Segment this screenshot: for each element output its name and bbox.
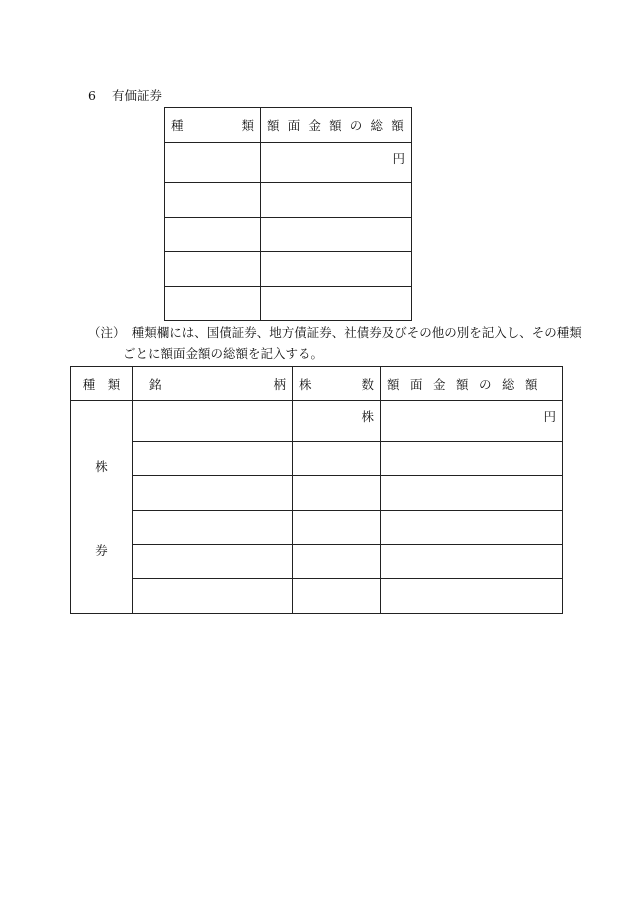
table-header-row: [71, 367, 563, 401]
amount-cell[interactable]: [381, 579, 563, 613]
kind-cell[interactable]: [165, 142, 261, 183]
table-row: [71, 510, 563, 544]
amount-cell[interactable]: [261, 286, 412, 321]
yen-unit: 円: [392, 150, 405, 166]
amount-header: 額面金額の総額: [261, 108, 412, 143]
section-heading: [88, 86, 162, 104]
shares-cell[interactable]: [293, 544, 381, 578]
section-number: 6: [88, 88, 96, 103]
kind-char-bottom: 券: [95, 543, 108, 559]
amount-cell[interactable]: [381, 544, 563, 578]
note: [88, 322, 582, 364]
stocks-table: [70, 366, 563, 614]
note-line-1: （注） 種類欄には、国債証券、地方債証券、社債券及びその他の別を記入し、その種類: [88, 325, 582, 340]
amount-cell[interactable]: [381, 441, 563, 475]
shares-cell[interactable]: [293, 579, 381, 613]
section-title: 有価証券: [111, 88, 162, 103]
securities-table: [164, 107, 412, 321]
name-cell[interactable]: [133, 544, 293, 578]
name-cell[interactable]: [133, 510, 293, 544]
amount-cell[interactable]: [261, 217, 412, 252]
amount-cell[interactable]: [381, 401, 563, 441]
note-line-2: ごとに額面金額の総額を記入する。: [123, 346, 324, 361]
table-row: [71, 401, 563, 441]
kind-header: 種 類: [71, 367, 133, 401]
name-cell[interactable]: [133, 401, 293, 441]
shares-cell[interactable]: [293, 401, 381, 441]
amount-cell[interactable]: [261, 142, 412, 183]
table-row: [71, 476, 563, 510]
kind-cell[interactable]: [165, 183, 261, 218]
yen-unit: 円: [543, 409, 556, 425]
amount-header: 額面金額の総額: [381, 367, 563, 401]
table-row: [165, 183, 412, 218]
amount-cell[interactable]: [381, 510, 563, 544]
kind-cell[interactable]: [165, 286, 261, 321]
name-cell[interactable]: [133, 476, 293, 510]
shares-cell[interactable]: [293, 441, 381, 475]
name-cell[interactable]: [133, 579, 293, 613]
amount-cell[interactable]: [381, 476, 563, 510]
table-row: [165, 286, 412, 321]
kind-cell[interactable]: [165, 252, 261, 287]
table-row: [165, 252, 412, 287]
kind-char-top: 株: [95, 459, 108, 475]
table-row: [71, 579, 563, 613]
name-header: 銘 柄: [133, 367, 293, 401]
stock-kind-cell: [71, 401, 133, 613]
table-header-row: [165, 108, 412, 143]
shares-unit: 株: [361, 409, 374, 425]
kind-header: 種 類: [165, 108, 261, 143]
amount-cell[interactable]: [261, 252, 412, 287]
table-row: [165, 142, 412, 183]
kind-cell[interactable]: [165, 217, 261, 252]
table-row: [71, 441, 563, 475]
shares-cell[interactable]: [293, 476, 381, 510]
table-row: [165, 217, 412, 252]
table-row: [71, 544, 563, 578]
name-cell[interactable]: [133, 441, 293, 475]
amount-cell[interactable]: [261, 183, 412, 218]
shares-cell[interactable]: [293, 510, 381, 544]
shares-header: 株 数: [293, 367, 381, 401]
